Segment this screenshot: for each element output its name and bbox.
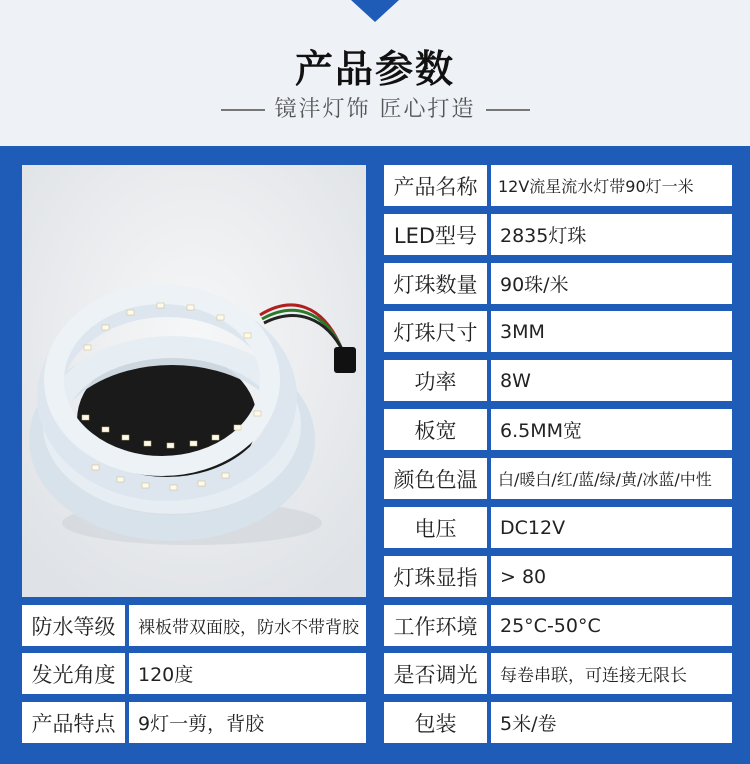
spec-row: [384, 653, 732, 694]
spec-value: DC12V: [491, 507, 732, 548]
spec-value: > 80: [491, 556, 732, 597]
subtitle-text: 镜沣灯饰 匠心打造: [274, 97, 476, 122]
spec-label: 灯珠显指: [384, 556, 487, 597]
spec-value: 90珠/米: [491, 263, 732, 304]
led-strip-reel-image: [22, 165, 366, 597]
spec-value: 120度: [129, 653, 366, 694]
spec-row: [22, 653, 366, 694]
spec-label: 灯珠数量: [384, 263, 487, 304]
divider-right: [486, 109, 530, 111]
spec-row: [384, 165, 732, 206]
spec-row: [22, 702, 366, 743]
spec-label: 产品名称: [384, 165, 487, 206]
spec-label: 板宽: [384, 409, 487, 450]
spec-value: 2835灯珠: [491, 214, 732, 255]
spec-label: 颜色色温: [384, 458, 487, 499]
spec-label: 灯珠尺寸: [384, 311, 487, 352]
page-subtitle: [0, 92, 750, 123]
spec-value: 每卷串联，可连接无限长: [491, 653, 732, 694]
spec-label: 防水等级: [22, 605, 125, 646]
product-photo: [22, 165, 366, 597]
spec-label: 是否调光: [384, 653, 487, 694]
page-title: 产品参数: [294, 47, 455, 91]
spec-value: 5米/卷: [491, 702, 732, 743]
spec-row: [384, 556, 732, 597]
spec-label: 产品特点: [22, 702, 125, 743]
spec-row: [384, 360, 732, 401]
spec-row: [384, 311, 732, 352]
spec-row: [22, 605, 366, 646]
spec-row: [384, 409, 732, 450]
header-banner: [0, 0, 750, 146]
spec-value: 25°C-50°C: [491, 605, 732, 646]
spec-row: [384, 214, 732, 255]
spec-row: [384, 507, 732, 548]
spec-label: 工作环境: [384, 605, 487, 646]
banner-notch-icon: [351, 0, 399, 24]
spec-label: 功率: [384, 360, 487, 401]
spec-value: 裸板带双面胶，防水不带背胶: [129, 605, 366, 646]
spec-label: 电压: [384, 507, 487, 548]
spec-value: 8W: [491, 360, 732, 401]
spec-value: 12V流星流水灯带90灯一米: [491, 165, 732, 206]
spec-value: 9灯一剪，背胶: [129, 702, 366, 743]
spec-value: 3MM: [491, 311, 732, 352]
spec-row: [384, 458, 732, 499]
divider-left: [221, 109, 265, 111]
spec-label: 发光角度: [22, 653, 125, 694]
spec-label: 包装: [384, 702, 487, 743]
spec-row: [384, 263, 732, 304]
spec-row: [384, 605, 732, 646]
spec-value: 白/暖白/红/蓝/绿/黄/冰蓝/中性: [491, 458, 732, 499]
spec-row: [384, 702, 732, 743]
spec-value: 6.5MM宽: [491, 409, 732, 450]
spec-label: LED型号: [384, 214, 487, 255]
